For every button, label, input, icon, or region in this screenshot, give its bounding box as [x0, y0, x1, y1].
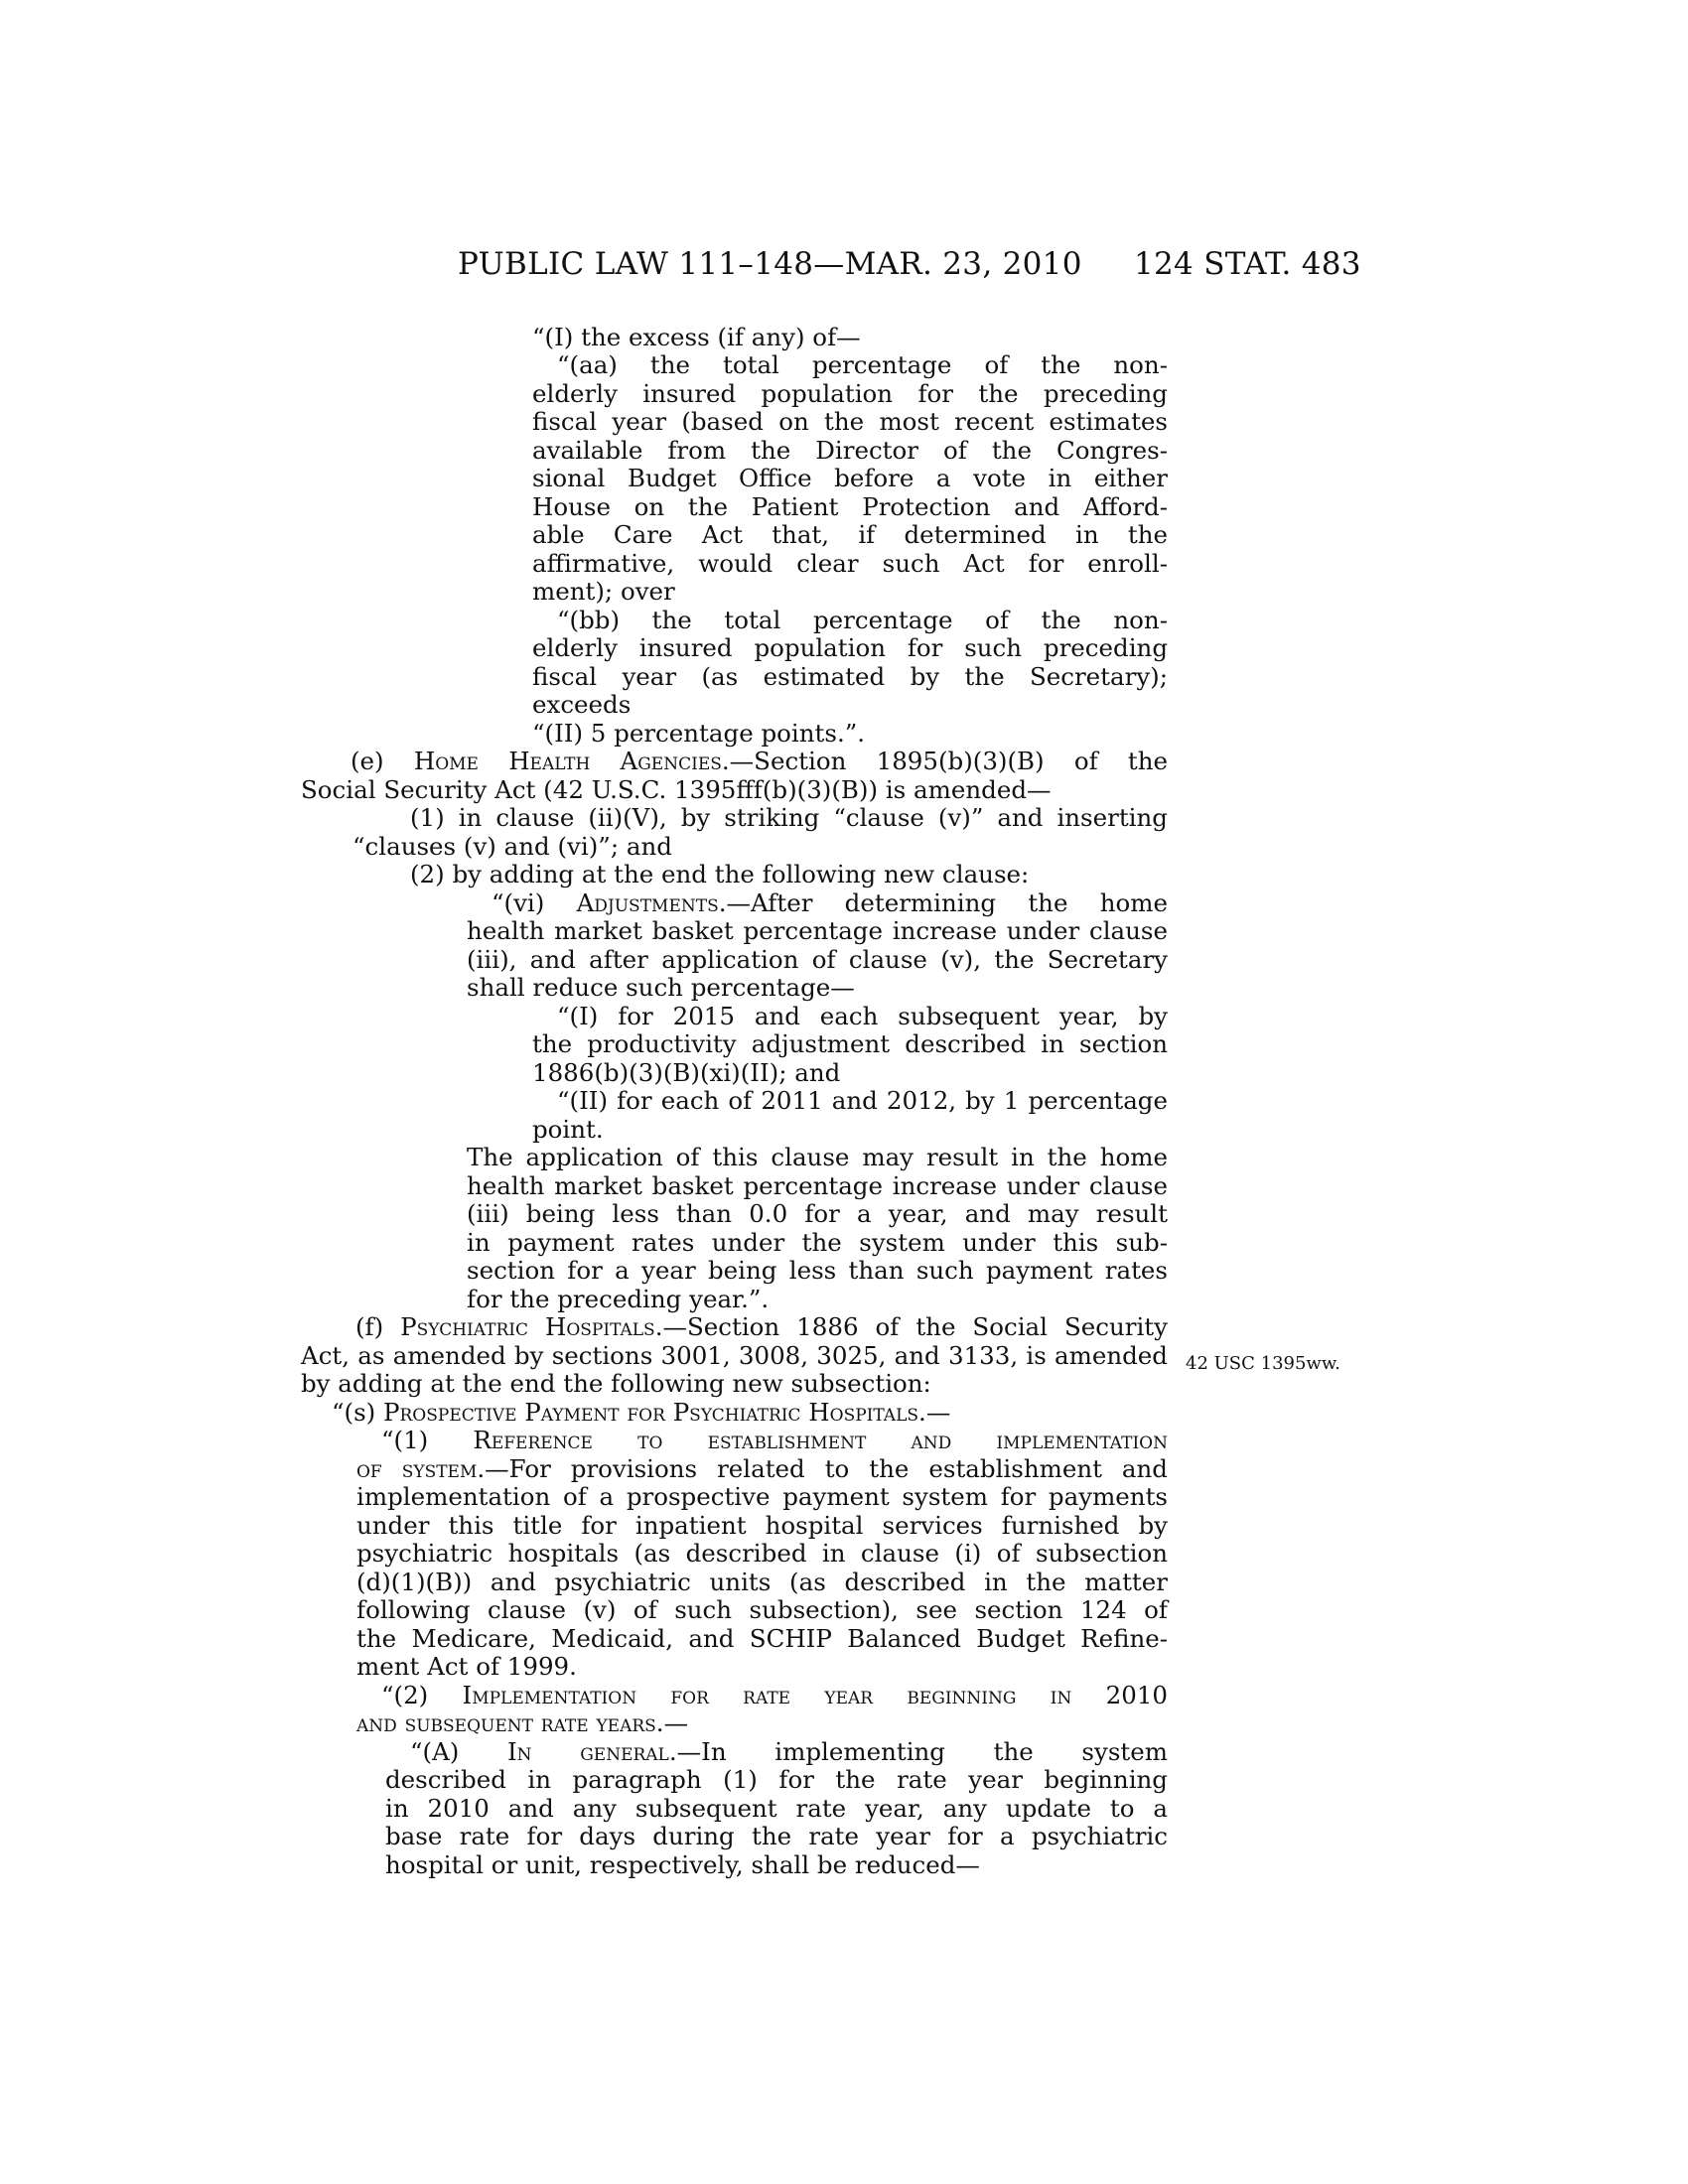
text-line: 1886(b)(3)(B)(xi)(II); and: [532, 1058, 841, 1087]
text-line: the Medicare, Medicaid, and SCHIP Balanced Budget Refine-: [356, 1624, 1168, 1653]
text-line: in payment rates under the system under this sub-: [467, 1228, 1168, 1257]
section-heading: Home Health Agencies.: [413, 747, 730, 775]
text-line: (1) in clause (ii)(V), by striking “clause (v)” and inserting: [410, 803, 1168, 832]
text-line: (iii) being less than 0.0 for a year, and may result: [467, 1199, 1168, 1228]
line-prefix: “(1): [381, 1426, 474, 1454]
section-heading: and subsequent rate years.: [356, 1708, 664, 1737]
text-line: for the preceding year.”.: [467, 1285, 770, 1313]
line-text: —: [663, 1708, 689, 1737]
text-line: [332, 1398, 950, 1427]
text-line: “(I) the excess (if any) of—: [532, 323, 861, 351]
section-heading: Psychiatric Hospitals.: [400, 1312, 663, 1341]
text-line: health market basket percentage increase under clause: [467, 916, 1168, 945]
text-line: under this title for inpatient hospital services furnished by: [356, 1511, 1168, 1540]
text-line: Social Security Act (42 U.S.C. 1395fff(b)(3)(B)) is amended—: [301, 775, 1052, 804]
text-line: following clause (v) of such subsection), see section 124 of: [356, 1595, 1168, 1624]
margin-citation: 42 USC 1395ww.: [1186, 1353, 1340, 1374]
text-line: (d)(1)(B)) and psychiatric units (as described in the matter: [356, 1568, 1168, 1596]
text-line: [355, 1312, 1168, 1341]
text-line: base rate for days during the rate year for a psychiatric: [385, 1822, 1168, 1850]
line-prefix: “(A): [410, 1737, 507, 1766]
section-heading: Adjustments.: [576, 888, 727, 917]
line-prefix: (e): [351, 747, 414, 775]
text-line: ment Act of 1999.: [356, 1652, 577, 1681]
text-line: affirmative, would clear such Act for enroll-: [532, 549, 1168, 578]
text-line: in 2010 and any subsequent rate year, any update to a: [385, 1794, 1168, 1823]
text-line: Act, as amended by sections 3001, 3008, 3025, and 3133, is amended: [301, 1341, 1168, 1370]
line-text: —After determining the home: [726, 888, 1168, 917]
section-heading: of system.: [356, 1454, 486, 1483]
line-prefix: “(2): [381, 1681, 463, 1709]
text-line: implementation of a prospective payment system for payments: [356, 1482, 1168, 1511]
line-text: —For provisions related to the establishment and: [485, 1454, 1168, 1483]
text-line: “(bb) the total percentage of the non-: [557, 606, 1168, 634]
text-line: “clauses (v) and (vi)”; and: [352, 832, 672, 861]
section-heading: Prospective Payment for Psychiatric Hospitals.: [383, 1398, 926, 1427]
text-line: The application of this clause may result in the home: [467, 1143, 1168, 1171]
text-line: available from the Director of the Congres-: [532, 436, 1168, 465]
text-line: [381, 1426, 1168, 1454]
text-line: elderly insured population for the preceding: [532, 379, 1168, 408]
text-line: described in paragraph (1) for the rate year beginning: [385, 1765, 1168, 1794]
text-line: “(II) 5 percentage points.”.: [532, 719, 866, 748]
text-line: ment); over: [532, 577, 675, 606]
text-line: sional Budget Office before a vote in either: [532, 464, 1168, 492]
line-text: —Section 1886 of the Social Security: [662, 1312, 1168, 1341]
page-number-header: 124 STAT. 483: [1134, 246, 1361, 282]
text-line: [492, 888, 1168, 917]
section-heading: Reference to establishment and implementation: [473, 1426, 1168, 1454]
text-line: [381, 1681, 1168, 1709]
text-line: the productivity adjustment described in section: [532, 1029, 1168, 1058]
text-line: [410, 1737, 1168, 1766]
line-prefix: “(vi): [492, 888, 577, 917]
text-line: “(II) for each of 2011 and 2012, by 1 percentage: [557, 1086, 1168, 1115]
text-line: fiscal year (based on the most recent estimates: [532, 407, 1168, 436]
text-line: fiscal year (as estimated by the Secretary);: [532, 662, 1168, 691]
running-header-left: PUBLIC LAW 111–148—MAR. 23, 2010: [458, 246, 1082, 282]
section-heading: In general.: [507, 1737, 677, 1766]
text-line: [356, 1708, 688, 1737]
text-line: House on the Patient Protection and Afford-: [532, 492, 1168, 521]
text-line: by adding at the end the following new subsection:: [301, 1369, 931, 1398]
text-line: psychiatric hospitals (as described in clause (i) of subsection: [356, 1539, 1168, 1568]
text-line: “(aa) the total percentage of the non-: [557, 350, 1168, 379]
section-heading: Implementation for rate year beginning in 2010: [462, 1681, 1168, 1709]
text-line: “(I) for 2015 and each subsequent year, by: [557, 1002, 1168, 1030]
line-text: —In implementing the system: [676, 1737, 1168, 1766]
text-line: point.: [532, 1115, 604, 1144]
text-line: (2) by adding at the end the following new clause:: [410, 860, 1030, 888]
text-line: section for a year being less than such payment rates: [467, 1256, 1168, 1285]
text-line: (iii), and after application of clause (v), the Secretary: [467, 945, 1168, 974]
text-line: exceeds: [532, 690, 632, 719]
line-text: —: [925, 1398, 951, 1427]
text-line: [351, 747, 1168, 775]
text-line: hospital or unit, respectively, shall be reduced—: [385, 1850, 980, 1879]
text-line: able Care Act that, if determined in the: [532, 520, 1168, 549]
text-line: health market basket percentage increase under clause: [467, 1171, 1168, 1200]
line-prefix: “(s): [332, 1398, 384, 1427]
text-line: [356, 1454, 1168, 1483]
line-prefix: (f): [355, 1312, 401, 1341]
text-line: shall reduce such percentage—: [467, 973, 855, 1002]
line-text: —Section 1895(b)(3)(B) of the: [729, 747, 1168, 775]
text-line: elderly insured population for such preceding: [532, 633, 1168, 662]
